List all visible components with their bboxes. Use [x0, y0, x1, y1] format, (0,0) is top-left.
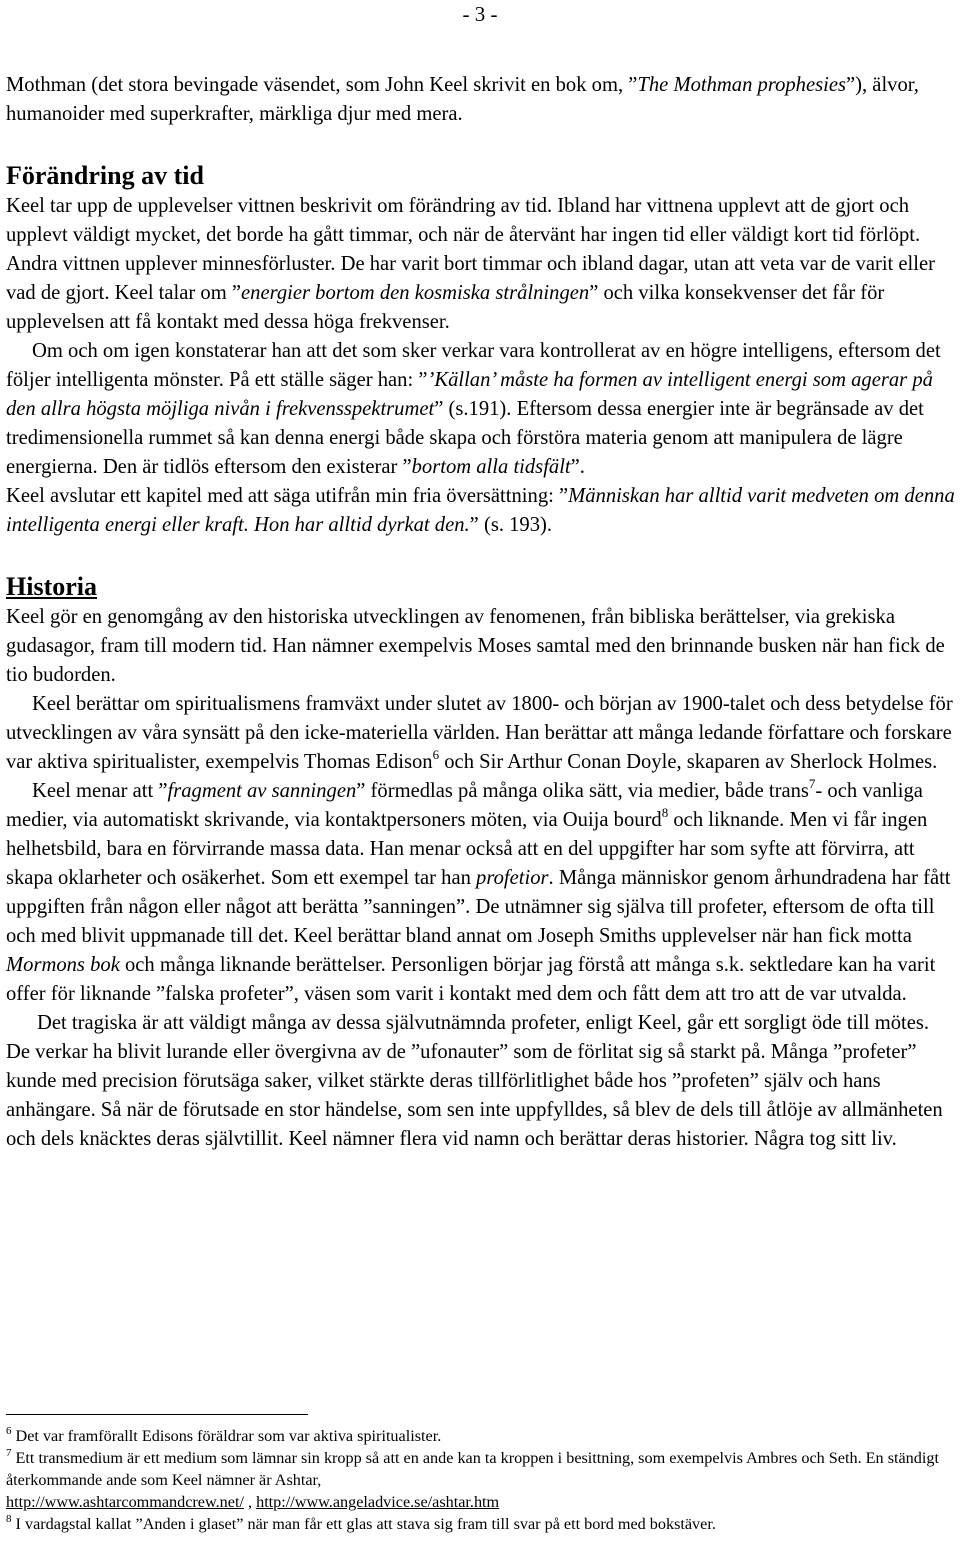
footnote-8: $^8$ I vardagstal kallat ”Anden i glaset” när man får ett glas att stava sig fram till svar på ett bord med bokstäver. — [6, 1513, 716, 1533]
footnote-ref-6: 6 — [432, 747, 440, 762]
ashtar-command-link[interactable]: http://www.ashtarcommandcrew.net/ — [6, 1493, 244, 1511]
history-paragraph-4: Det tragiska är att väldigt många av dessa självutnämnda profeter, enligt Keel, går ett sorgligt öde till mötes. De verkar ha blivit lurande eller övergivna av de ”ufonauter” som de förlitat sig så starkt på. Många ”profeter” kunde med precision förutsäga saker, vilket stärkte deras tillförlitlighet både hos ”profeten” själv och hans anhängare. Så när de förutsade en stor händelse, som sen inte uppfylldes, så blev de dels till åtlöje av allmänheten och dels knäcktes deras självtillit. Keel nämner flera vid namn och berättar deras historier. Några tog sitt liv. — [6, 1012, 943, 1150]
footnote-ref-7: 7 — [808, 776, 816, 791]
change-paragraph-2: Om och om igen konstaterar han att det som sker verkar vara kontrollerat av en högre intelligens, eftersom det följer intelligenta mönster. På ett ställe säger han: ”’Källan’ måste ha formen av intelligent energi som agerar på den allra högsta möjliga nivån i frekvensspektrumet” (s.191). Eftersom dessa energier inte är begränsade av det tredimensionella rummet så kan denna energi både skapa och förstöra materia genom att manipulera de lägre energierna. Den är tidlös eftersom den existerar ”bortom alla tidsfält”. Keel avslutar ett kapitel med att säga utifrån min fria översättning: ”Människan har alltid varit medveten om denna intelligenta energi eller kraft. Hon har alltid dyrkat den.” (s. 193). — [6, 340, 955, 536]
angeladvice-link[interactable]: http://www.angeladvice.se/ashtar.htm — [256, 1493, 500, 1511]
footnote-separator — [6, 1414, 308, 1415]
history-paragraph-3: Keel menar att ”fragment av sanningen” förmedlas på många olika sätt, via medier, både trans$^7$- och vanliga medier, via automatiskt skrivande, via kontaktpersoners möten, via Ouija bourd$^8$ och liknande. Men vi får ingen helhetsbild, bara en förvirrande massa data. Han menar också att en del uppgifter har som syfte att förvirra, att skapa oklarheter och osäkerhet. Som ett exempel tar han profetior. Många människor genom århundradena har fått uppgiften från någon eller något att berätta ”sanningen”. De utnämner sig själva till profeter, eftersom de ofta till och med blivit uppmanade till det. Keel berättar bland annat om Joseph Smiths upplevelser när han fick motta Mormons bok och många liknande berättelser. Personligen börjar jag förstå att många s.k. sektledare kan ha varit offer för liknande ”falska profeter”, väsen som varit i kontakt med dem och fått dem att tro att de var utvalda. — [6, 776, 951, 1005]
footnote-6: $^6$ Det var framförallt Edisons föräldrar som var aktiva spiritualister. — [6, 1425, 442, 1445]
footnote-ref-8: 8 — [661, 805, 669, 820]
history-paragraph-1: Keel gör en genomgång av den historiska utvecklingen av fenomenen, från bibliska berättelser, via grekiska gudasagor, fram till modern tid. Han nämner exempelvis Moses samtal med den brinnande busken när han fick de tio budorden. — [6, 606, 945, 686]
footnote-7: $^7$ Ett transmedium är ett medium som lämnar sin kropp så att en ande kan ta kroppen i besittning, som exempelvis Ambres och Seth. En ständigt återkommande ande som Keel nämner är Ashtar, http://www.ashtarcommandcrew.net/ , http://www.angeladvice.se/ashtar.htm — [6, 1447, 939, 1511]
page-number: - 3 - — [462, 2, 498, 26]
history-paragraph-2: Keel berättar om spiritualismens framväxt under slutet av 1800- och början av 1900-talet och dess betydelse för utvecklingen av våra synsätt på den icke-materiella världen. Han berättar att många ledande författare och forskare var aktiva spiritualister, exempelvis Thomas Edison$^6$ och Sir Arthur Conan Doyle, skaparen av Sherlock Holmes. — [6, 693, 953, 773]
change-paragraph-1: Keel tar upp de upplevelser vittnen beskrivit om förändring av tid. Ibland har vittnena upplevt att de gjort och upplevt väldigt mycket, det borde ha gått timmar, och när de återvänt har ingen tid eller väldigt kort tid förlöpt. Andra vittnen upplever minnesförluster. De har varit bort timmar och ibland dagar, utan att veta var de varit eller vad de gjort. Keel talar om ”energier bortom den kosmiska strålningen” och vilka konsekvenser det får för upplevelsen att få kontakt med dessa höga frekvenser. — [6, 195, 936, 333]
document-body — [6, 71, 956, 1154]
footnotes — [6, 1425, 956, 1535]
intro-paragraph: Mothman (det stora bevingade väsendet, som John Keel skrivit en bok om, ”The Mothman prophesies”), älvor, humanoider med superkrafter, märkliga djur med mera. — [6, 74, 919, 125]
heading-history: Historia — [6, 572, 97, 601]
heading-change-of-time: Förändring av tid — [6, 161, 204, 190]
